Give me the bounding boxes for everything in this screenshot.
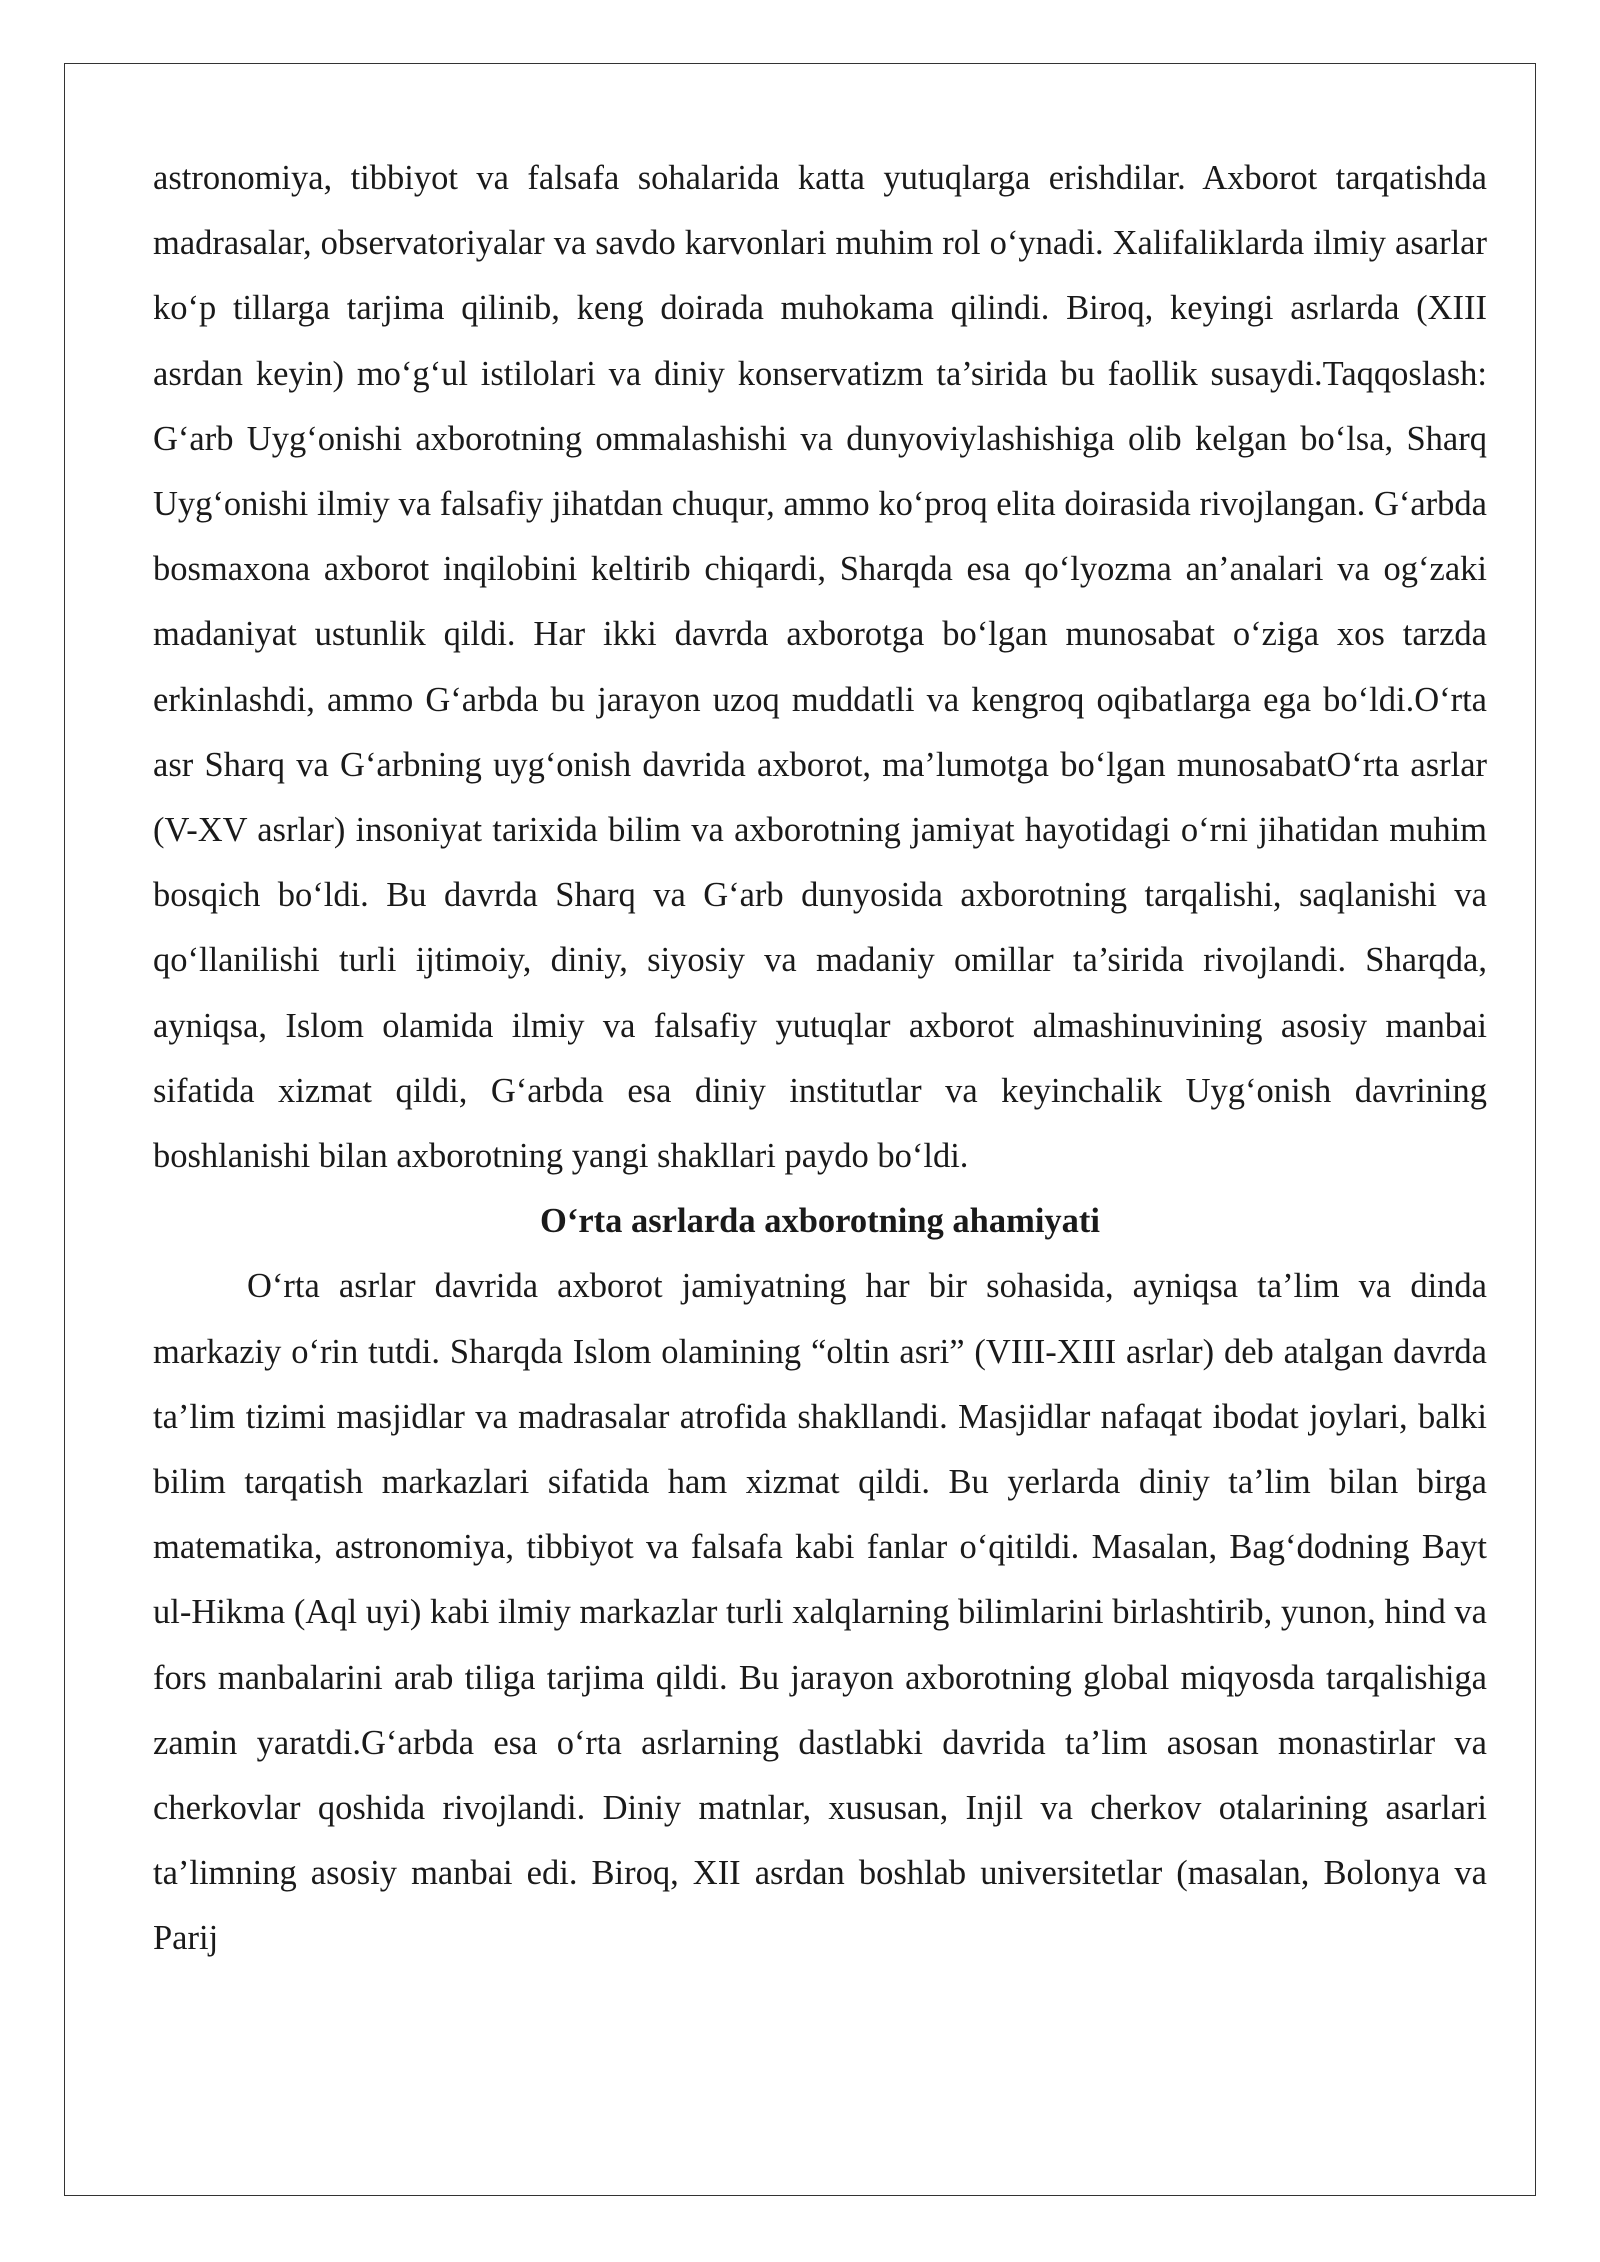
section-heading: O‘rta asrlarda axborotning ahamiyati [540, 1202, 1100, 1241]
document-body [153, 146, 1487, 1972]
paragraph-body: O‘rta asrlar davrida axborot jamiyatning har bir sohasida, ayniqsa ta’lim va dinda markaziy o‘rin tutdi. Sharqda Islom olamining “oltin asri” (VIII-XIII asrlar) deb atalgan davrda ta’lim tizimi masjidlar va madrasalar atrofida shakllandi. Masjidlar nafaqat ibodat joylari, balki bilim tarqatish markazlari sifatida ham xizmat qildi. Bu yerlarda diniy ta’lim bilan birga matematika, astronomiya, tibbiyot va falsafa kabi fanlar o‘qitildi. Masalan, Bag‘dodning Bayt ul-Hikma (Aql uyi) kabi ilmiy markazlar turli xalqlarning bilimlarini birlashtirib, yunon, hind va fors manbalarini arab tiliga tarjima qildi. Bu jarayon axborotning global miqyosda tarqalishiga zamin yaratdi.G‘arbda esa o‘rta asrlarning dastlabki davrida ta’lim asosan monastirlar va cherkovlar qoshida rivojlandi. Diniy matnlar, xususan, Injil va cherkov otalarining asarlari ta’limning asosiy manbai edi. Biroq, XII asrdan boshlab universitetlar (masalan, Bolonya va Parij [153, 1267, 1487, 1958]
paragraph-continuation: astronomiya, tibbiyot va falsafa sohalarida katta yutuqlarga erishdilar. Axborot tarqatishda madrasalar, observatoriyalar va savdo karvonlari muhim rol o‘ynadi. Xalifaliklarda ilmiy asarlar ko‘p tillarga tarjima qilinib, keng doirada muhokama qilindi. Biroq, keyingi asrlarda (XIII asrdan keyin) mo‘g‘ul istilolari va diniy konservatizm ta’sirida bu faollik susaydi.Taqqoslash: G‘arb Uyg‘onishi axborotning ommalashishi va dunyoviylashishiga olib kelgan bo‘lsa, Sharq Uyg‘onishi ilmiy va falsafiy jihatdan chuqur, ammo ko‘proq elita doirasida rivojlangan. G‘arbda bosmaxona axborot inqilobini keltirib chiqardi, Sharqda esa qo‘lyozma an’analari va og‘zaki madaniyat ustunlik qildi. Har ikki davrda axborotga bo‘lgan munosabat o‘ziga xos tarzda erkinlashdi, ammo G‘arbda bu jarayon uzoq muddatli va kengroq oqibatlarga ega bo‘ldi.O‘rta asr Sharq va G‘arbning uyg‘onish davrida axborot, ma’lumotga bo‘lgan munosabatO‘rta asrlar (V-XV asrlar) insoniyat tarixida bilim va axborotning jamiyat hayotidagi o‘rni jihatidan muhim bosqich bo‘ldi. Bu davrda Sharq va G‘arb dunyosida axborotning tarqalishi, saqlanishi va qo‘llanilishi turli ijtimoiy, diniy, siyosiy va madaniy omillar ta’sirida rivojlandi. Sharqda, ayniqsa, Islom olamida ilmiy va falsafiy yutuqlar axborot almashinuvining asosiy manbai sifatida xizmat qildi, G‘arbda esa diniy institutlar va keyinchalik Uyg‘onish davrining boshlanishi bilan axborotning yangi shakllari paydo bo‘ldi. [153, 159, 1487, 1176]
